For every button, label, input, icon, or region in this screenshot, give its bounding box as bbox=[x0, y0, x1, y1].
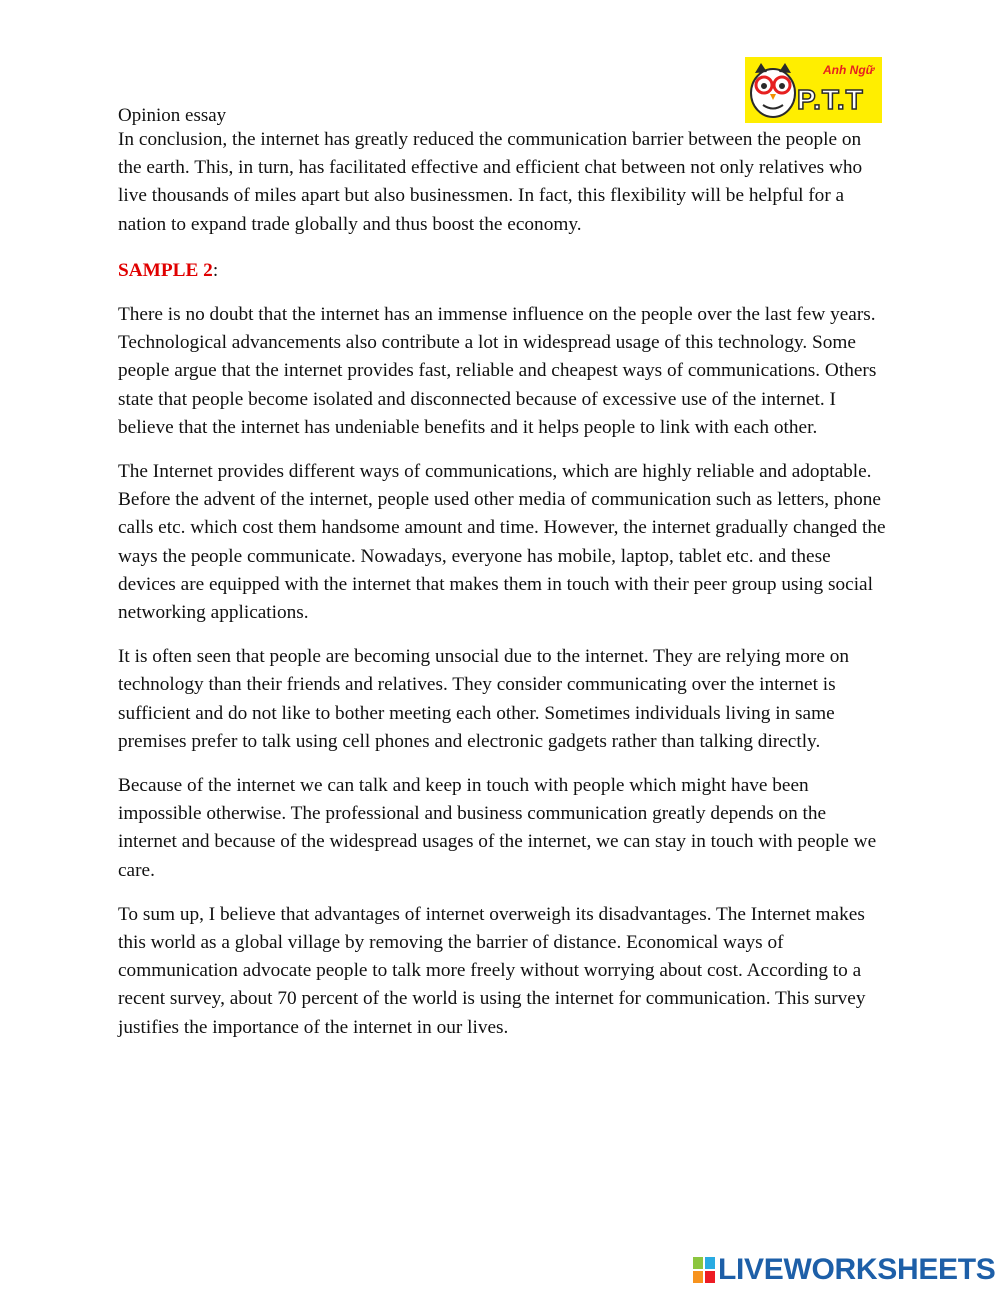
sample-heading-text: SAMPLE 2 bbox=[118, 259, 213, 281]
liveworksheets-brand bbox=[693, 1253, 996, 1287]
owl-glasses-icon bbox=[745, 57, 882, 123]
essay-paragraph: Because of the internet we can talk and keep in touch with people which might have been impossible otherwise. The professional and business communication greatly depends on the internet and because of the widespread usages of the internet, we can stay in touch with people we care. bbox=[118, 775, 877, 881]
svg-text:P.T.T: P.T.T bbox=[797, 84, 864, 115]
sample-heading bbox=[118, 257, 888, 285]
sample-heading-colon: : bbox=[212, 259, 219, 281]
document-label: Opinion essay bbox=[118, 105, 227, 126]
anh-ngu-ptt-logo bbox=[745, 57, 882, 123]
liveworksheets-logo-icon bbox=[693, 1257, 715, 1283]
essay-paragraph: It is often seen that people are becoming unsocial due to the internet. They are relying more on technology than their friends and relatives. They consider communicating over the internet is sufficient and do not like to bother meeting each other. Sometimes individuals living in same premises prefer to talk using cell phones and electronic gadgets rather than talking directly. bbox=[118, 646, 850, 752]
intro-paragraph: In conclusion, the internet has greatly reduced the communication barrier between the people on the earth. This, in turn, has facilitated effective and efficient chat between not only relatives who live thousands of miles apart but also businessmen. In fact, this flexibility will be helpful for a nation to expand trade globally and thus boost the economy. bbox=[118, 129, 863, 235]
brand-wordmark: LIVEWORKSHEETS bbox=[718, 1253, 996, 1286]
essay-paragraph: The Internet provides different ways of communications, which are highly reliable and adoptable. Before the advent of the internet, people used other media of communication such as letters, phone calls etc. which cost them handsome amount and time. However, the internet gradually changed the ways the people communicate. Nowadays, everyone has mobile, laptop, tablet etc. and these devices are equipped with the internet that makes them in touch with their peer group using social networking applications. bbox=[118, 461, 886, 624]
essay-paragraph: There is no doubt that the internet has an immense influence on the people over the last few years. Technological advancements also contribute a lot in widespread usage of this technology. Some people argue that the internet provides fast, reliable and cheapest ways of communications. Others state that people become isolated and disconnected because of excessive use of the internet. I believe that the internet has undeniable benefits and it helps people to link with each other. bbox=[118, 304, 877, 438]
svg-text:Anh Ngữ: Anh Ngữ bbox=[823, 63, 875, 77]
essay-paragraph: To sum up, I believe that advantages of internet overweigh its disadvantages. The Internet makes this world as a global village by removing the barrier of distance. Economical ways of communication advocate people to talk more freely without worrying about cost. According to a recent survey, about 70 percent of the world is using the internet for communication. This survey justifies the importance of the internet in our lives. bbox=[118, 903, 866, 1038]
essay-content bbox=[118, 126, 888, 1058]
